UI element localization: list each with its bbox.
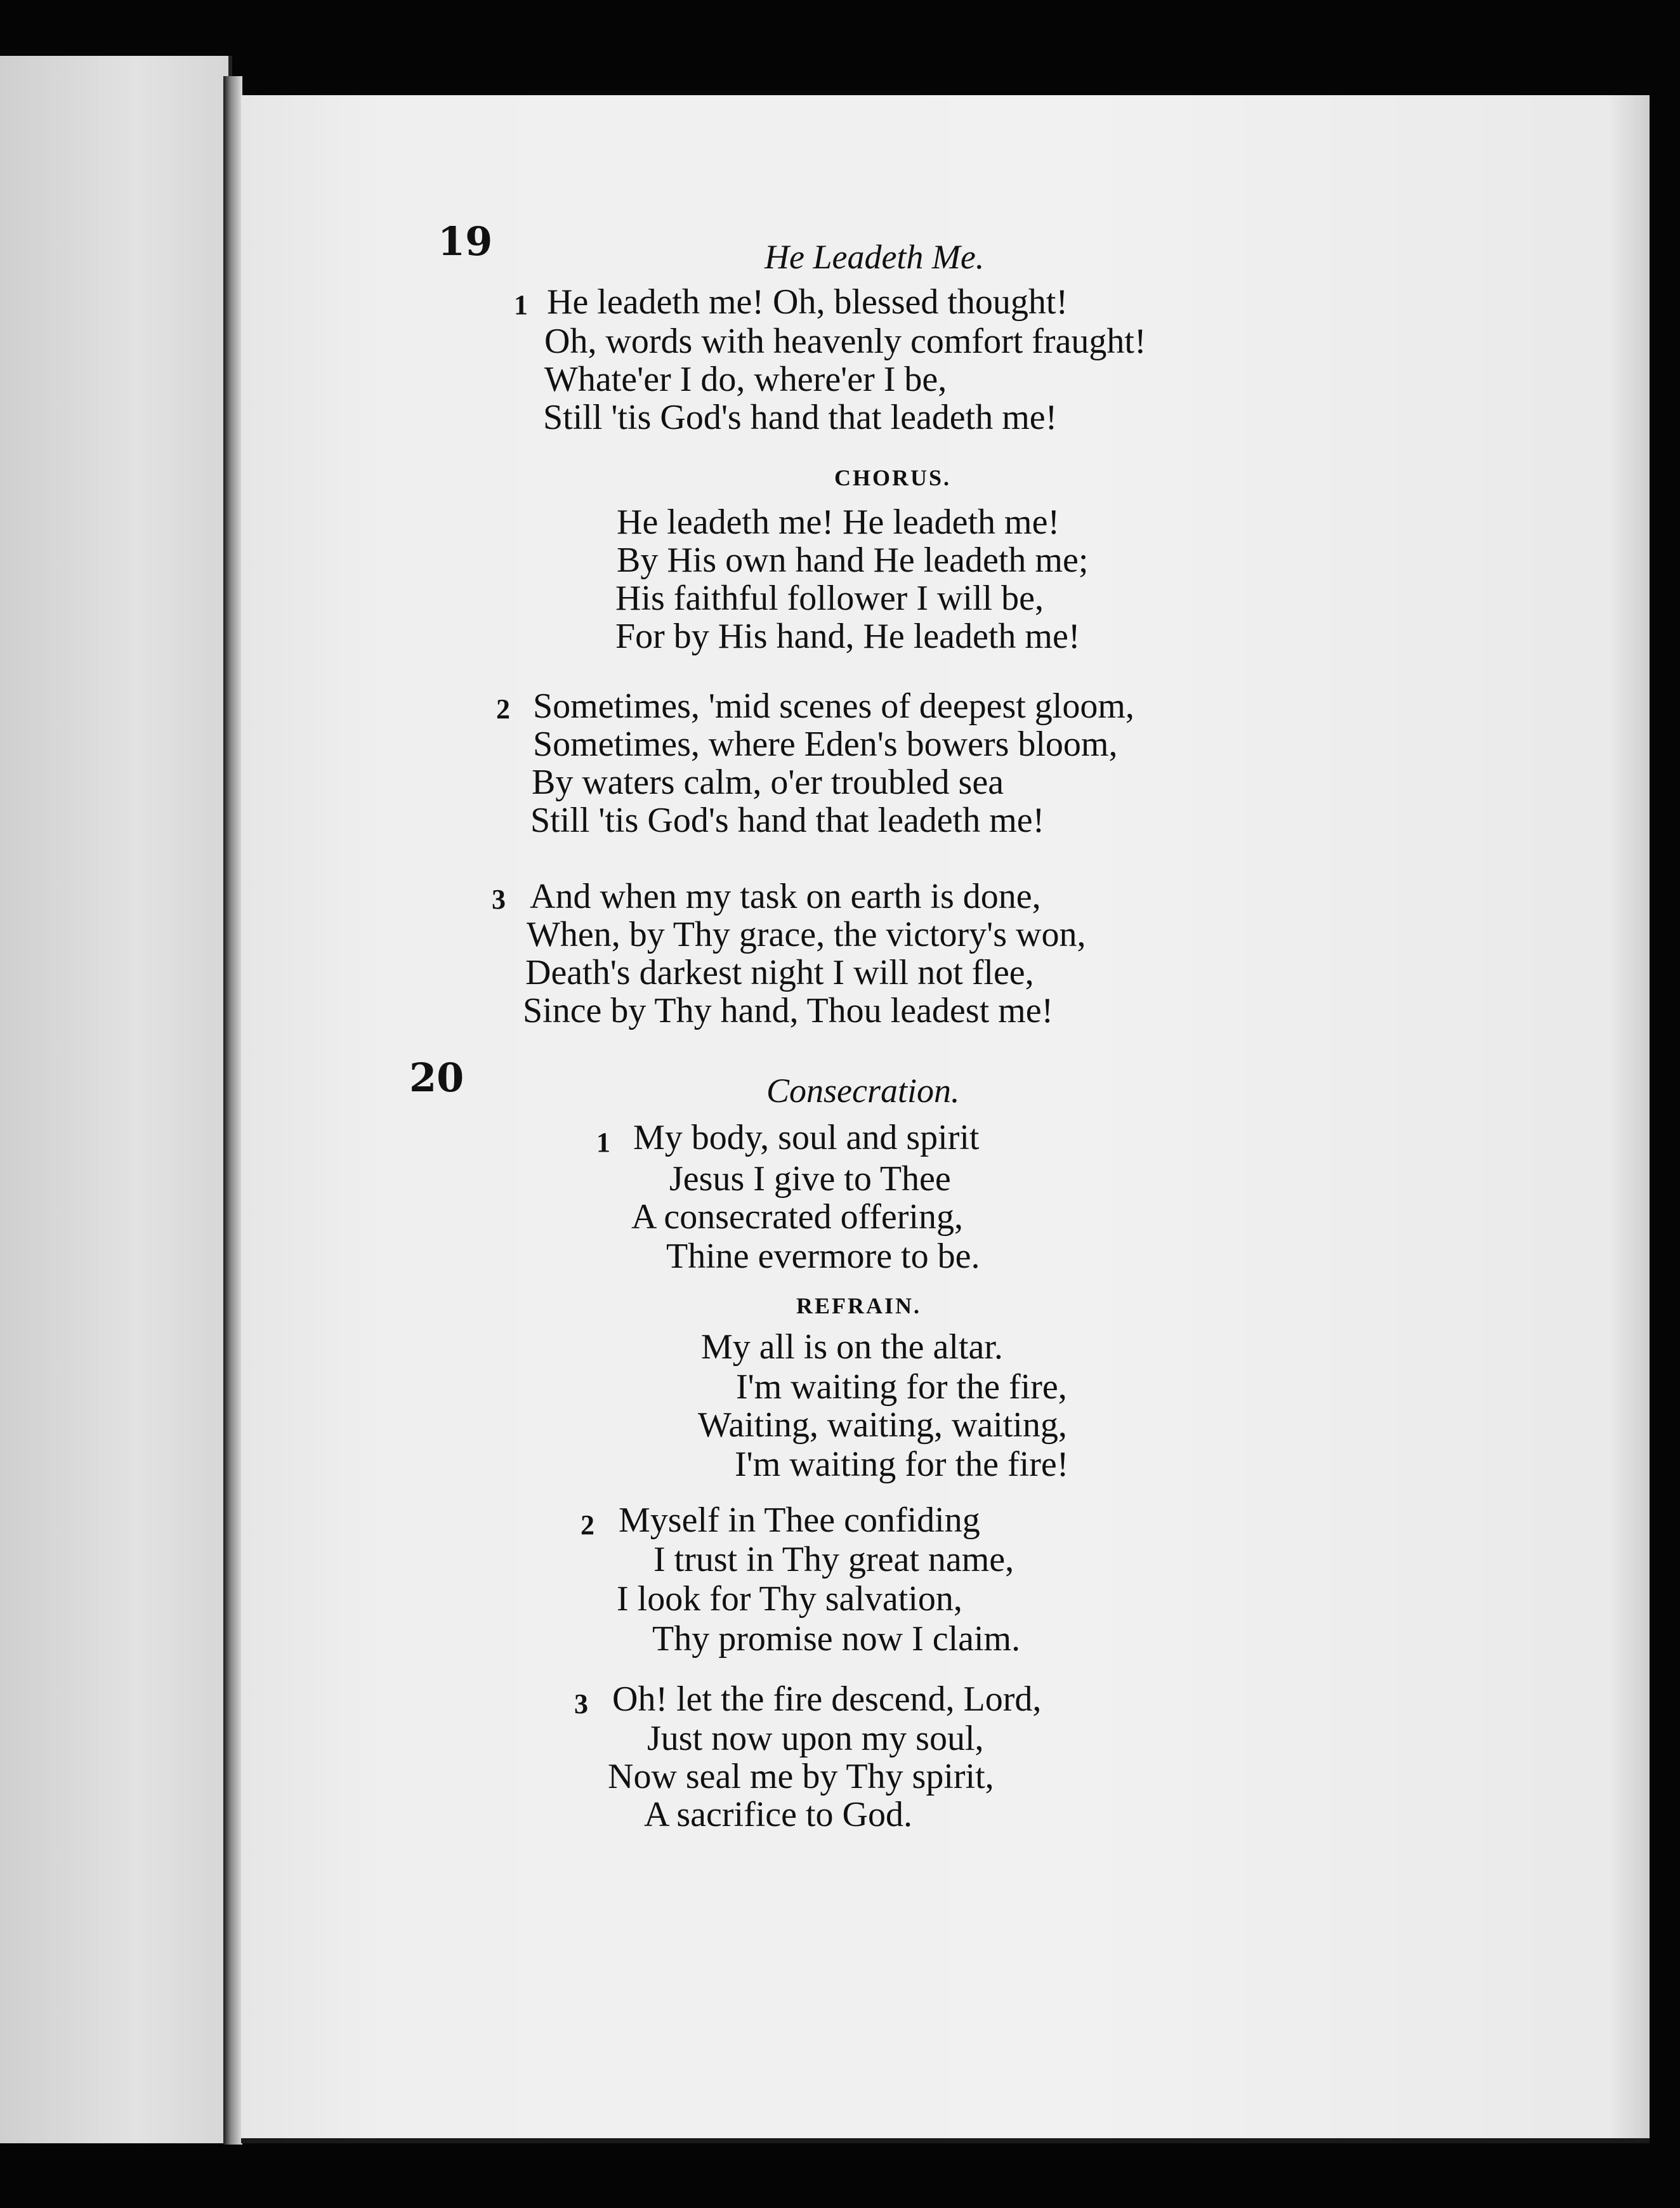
- verse-line: My body, soul and spirit: [633, 1118, 980, 1157]
- verse-line: Thy promise now I claim.: [652, 1619, 1021, 1659]
- verse-line: Death's darkest night I will not flee,: [525, 953, 1034, 992]
- refrain-line: My all is on the altar.: [701, 1327, 1003, 1367]
- chorus-line: By His own hand He leadeth me;: [617, 541, 1089, 580]
- verse-number: 3: [492, 884, 506, 915]
- refrain-line: Waiting, waiting, waiting,: [698, 1405, 1067, 1445]
- verse-line: Just now upon my soul,: [647, 1719, 984, 1758]
- verse-number: 3: [574, 1688, 588, 1719]
- verse-line: Oh! let the fire descend, Lord,: [612, 1679, 1042, 1719]
- verse-number: 2: [581, 1509, 594, 1541]
- page-edge: [1611, 95, 1650, 2138]
- verse-line: By waters calm, o'er troubled sea: [532, 763, 1004, 802]
- hymn-title: He Leadeth Me.: [765, 238, 985, 276]
- verse-line: And when my task on earth is done,: [530, 877, 1041, 916]
- verse-number: 1: [596, 1127, 610, 1158]
- verse-line: Still 'tis God's hand that leadeth me!: [530, 801, 1045, 840]
- verse-number: 2: [496, 693, 510, 725]
- verse-line: Jesus I give to Thee: [669, 1159, 951, 1199]
- verse-line: A consecrated offering,: [631, 1197, 963, 1237]
- refrain-label: REFRAIN.: [796, 1293, 922, 1318]
- refrain-line: I'm waiting for the fire!: [735, 1445, 1069, 1484]
- verse-line: I trust in Thy great name,: [653, 1540, 1014, 1579]
- verse-line: Now seal me by Thy spirit,: [608, 1757, 994, 1796]
- verse-line: A sacrifice to God.: [644, 1795, 912, 1834]
- hymn-title: Consecration.: [766, 1072, 960, 1110]
- chorus-line: His faithful follower I will be,: [615, 579, 1044, 618]
- chorus-label: CHORUS.: [834, 465, 952, 490]
- verse-line: Thine evermore to be.: [666, 1237, 980, 1276]
- verse-line: I look for Thy salvation,: [617, 1579, 962, 1619]
- refrain-line: I'm waiting for the fire,: [736, 1367, 1067, 1407]
- left-page: [0, 56, 232, 2143]
- chorus-line: For by His hand, He leadeth me!: [615, 617, 1080, 656]
- verse-number: 1: [514, 289, 528, 320]
- verse-line: Sometimes, where Eden's bowers bloom,: [533, 725, 1118, 764]
- verse-line: Sometimes, 'mid scenes of deepest gloom,: [533, 687, 1134, 726]
- verse-line: He leadeth me! Oh, blessed thought!: [547, 282, 1068, 322]
- hymn-number: 19: [438, 218, 493, 265]
- hymn-number: 20: [409, 1055, 464, 1101]
- verse-line: Whate'er I do, where'er I be,: [544, 360, 947, 399]
- verse-line: Still 'tis God's hand that leadeth me!: [543, 398, 1058, 437]
- verse-line: Since by Thy hand, Thou leadest me!: [523, 991, 1054, 1030]
- chorus-line: He leadeth me! He leadeth me!: [617, 503, 1060, 542]
- verse-line: Oh, words with heavenly comfort fraught!: [544, 322, 1146, 361]
- book-gutter: [223, 76, 242, 2145]
- verse-line: Myself in Thee confiding: [619, 1501, 980, 1540]
- verse-line: When, by Thy grace, the victory's won,: [527, 915, 1086, 954]
